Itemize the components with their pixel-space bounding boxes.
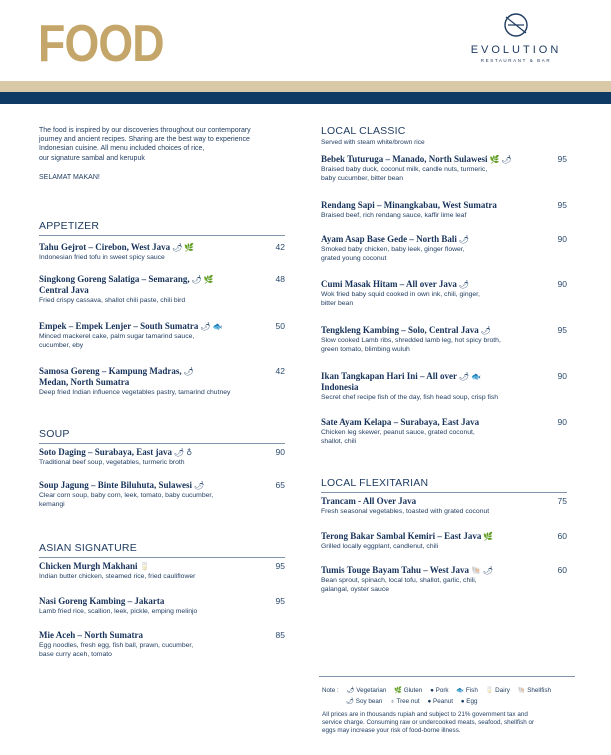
item-name: Ayam Asap Base Gede – North Bali 🌶 xyxy=(321,234,469,244)
navy-band xyxy=(0,92,611,104)
item-desc: Egg noodles, fresh egg, fish ball, prawn, cucumber, base curry aceh, tomato xyxy=(39,642,194,658)
item-name: Trancam - All Over Java xyxy=(321,496,417,506)
legend-soy-bean: 🌶 Soy bean xyxy=(346,698,383,705)
item-price: 65 xyxy=(275,480,285,490)
legend-shellfish: 🐚 Shellfish xyxy=(517,687,552,694)
legend-peanut: ● Peanut xyxy=(427,698,453,705)
item-price: 95 xyxy=(275,596,285,606)
item-name: Empek – Empek Lenjer – South Sumatra 🌶 🐟 xyxy=(39,321,223,331)
item-desc: Indian butter chicken, steamed rice, fried cauliflower xyxy=(39,573,196,580)
asian-section xyxy=(39,542,285,672)
item-desc: Fresh seasonal vegetables, toasted with grated coconut xyxy=(321,508,490,515)
intro-line: Indonesian cuisine. All menu included choices of rice, xyxy=(39,145,205,153)
legend-row xyxy=(322,685,578,696)
item-name: Mie Aceh – North Sumatra xyxy=(39,630,143,640)
menu-item xyxy=(39,366,285,397)
flexitarian-section xyxy=(321,477,567,607)
left-column xyxy=(39,126,285,182)
section-title: ASIAN SIGNATURE xyxy=(39,542,137,554)
dietary-icon: 🌶 🐟 xyxy=(459,372,482,381)
menu-item xyxy=(39,630,285,659)
section-subtitle: Served with steam white/brown rice xyxy=(321,139,425,146)
appetizer-section xyxy=(39,220,285,410)
item-price: 42 xyxy=(275,242,285,252)
item-desc: Minced mackerel cake, palm sugar tamarind sauce, cucumber, eby xyxy=(39,333,195,349)
logo-name: EVOLUTION xyxy=(470,44,562,56)
menu-item xyxy=(39,447,285,467)
dietary-icon: 🌶 xyxy=(458,235,469,244)
item-price: 90 xyxy=(557,371,567,381)
dietary-icon: 🥛 xyxy=(139,562,150,571)
section-rule xyxy=(321,492,567,493)
legend-tree-nut: ♁ Tree nut xyxy=(390,698,420,705)
item-price: 60 xyxy=(557,531,567,541)
item-name: Sate Ayam Kelapa – Surabaya, East Java xyxy=(321,417,480,427)
item-desc: Bean sprout, spinach, local tofu, shallot, garlic, chili, galangal, oyster sauce xyxy=(321,577,477,593)
dietary-icon: 🐚 🌶 xyxy=(471,566,494,575)
item-name: Chicken Murgh Makhani 🥛 xyxy=(39,561,150,571)
intro-greeting: SELAMAT MAKAN! xyxy=(39,173,100,181)
menu-item xyxy=(321,325,567,354)
item-name: Nasi Goreng Kambing – Jakarta xyxy=(39,596,165,606)
local-classic-section xyxy=(321,125,567,465)
section-title: LOCAL FLEXITARIAN xyxy=(321,477,429,489)
item-name: Bebek Tuturuga – Manado, North Sulawesi 🌿 🌶 xyxy=(321,154,512,164)
item-name: Cumi Masak Hitam – All over Java 🌶 xyxy=(321,279,469,289)
item-desc: Smoked baby chicken, baby leek, ginger flower, grated young coconut xyxy=(321,246,465,262)
dietary-icon: 🌶 ♁ xyxy=(174,448,193,457)
restaurant-logo xyxy=(460,12,572,63)
intro-line: The food is inspired by our discoveries throughout our contemporary xyxy=(39,127,251,134)
item-price: 75 xyxy=(557,496,567,506)
legend-gluten: 🌿 Gluten xyxy=(394,687,423,694)
page-title: FOOD xyxy=(38,15,164,73)
disclaimer-line: All prices are in thousands rupiah and subject to 21% government tax and xyxy=(322,711,528,718)
item-desc: Indonesian fried tofu in sweet spicy sauce xyxy=(39,254,165,261)
item-name: Soto Daging – Surabaya, East java 🌶 ♁ xyxy=(39,447,193,457)
legend-vegetarian: 🌶 Vegetarian xyxy=(346,687,387,694)
section-title: LOCAL CLASSIC xyxy=(321,125,406,137)
item-desc: Clear corn soup, baby corn, leek, tomato, baby cucumber, kemangi xyxy=(39,492,214,508)
disclaimer-line: eggs may increase your risk of food-borne illness. xyxy=(322,727,461,735)
item-name: Tumis Touge Bayam Tahu – West Java 🐚 🌶 xyxy=(321,565,494,575)
item-desc: Secret chef recipe fish of the day, fish head soup, crisp fish xyxy=(321,394,499,401)
menu-item xyxy=(321,154,567,183)
item-desc: Braised baby duck, coconut milk, candle nuts, turmeric, baby cucumber, bitter bean xyxy=(321,166,488,182)
disclaimer-line: service charge. Consuming raw or undercooked meats, seafood, shellfish or xyxy=(322,719,535,727)
section-rule xyxy=(39,557,285,558)
item-price: 42 xyxy=(275,366,285,376)
menu-item xyxy=(39,480,285,509)
item-name: Tengkleng Kambing – Solo, Central Java 🌶 xyxy=(321,325,491,335)
menu-item xyxy=(321,417,567,446)
dietary-icon: 🌶 🌿 xyxy=(172,243,195,252)
dietary-icon: 🌶 🐟 xyxy=(200,322,223,331)
dietary-icon: 🌶 xyxy=(458,280,469,289)
menu-item xyxy=(321,279,567,308)
intro-text xyxy=(39,126,285,182)
soup-section xyxy=(39,428,285,528)
item-price: 85 xyxy=(275,630,285,640)
item-name: Samosa Goreng – Kampung Madras, 🌶 Medan, North Sumatra xyxy=(39,366,194,387)
item-desc: Slow cooked Lamb ribs, shredded lamb leg, hot spicy broth, green tomato, blimbing wuluh xyxy=(321,337,501,353)
gold-band xyxy=(0,81,611,92)
item-name: Singkong Goreng Salatiga – Semarang, 🌶 🌿 Central Java xyxy=(39,274,214,295)
item-price: 90 xyxy=(557,417,567,427)
item-desc: Fried crispy cassava, shallot chili paste, chili bird xyxy=(39,297,186,304)
item-desc: Deep fried Indian influence vegetables pastry, tamarind chutney xyxy=(39,389,231,396)
menu-item xyxy=(39,242,285,262)
item-name: Soup Jagung – Binte Biluhuta, Sulawesi 🌶 xyxy=(39,480,205,490)
price-disclaimer xyxy=(322,711,582,736)
section-rule xyxy=(39,443,285,444)
menu-item xyxy=(321,531,567,551)
menu-item xyxy=(321,200,567,220)
note-rule xyxy=(319,676,575,677)
dietary-legend xyxy=(322,685,578,707)
dietary-icon: 🌶 xyxy=(183,367,194,376)
item-price: 50 xyxy=(275,321,285,331)
dietary-icon: 🌶 xyxy=(480,326,491,335)
item-desc: Grilled locally eggplant, candlenut, chili xyxy=(321,543,439,550)
menu-item xyxy=(321,234,567,263)
item-price: 95 xyxy=(557,154,567,164)
item-desc: Chicken leg skewer, peanut sauce, grated coconut, shallot, chili xyxy=(321,429,475,445)
item-name: Tahu Gejrot – Cirebon, West Java 🌶 🌿 xyxy=(39,242,195,252)
item-price: 90 xyxy=(275,447,285,457)
item-desc: Traditional beef soup, vegetables, turmeric broth xyxy=(39,459,185,466)
menu-item xyxy=(321,496,567,516)
dietary-icon: 🌶 🌿 xyxy=(191,275,214,284)
menu-item xyxy=(321,565,567,594)
item-desc: Lamb fried rice, scallion, leek, pickle, emping melinjo xyxy=(39,608,198,615)
item-price: 95 xyxy=(557,325,567,335)
section-title: APPETIZER xyxy=(39,220,100,232)
item-price: 95 xyxy=(557,200,567,210)
logo-subtitle: RESTAURANT & BAR xyxy=(480,58,552,63)
legend-row xyxy=(322,696,578,707)
section-title: SOUP xyxy=(39,428,70,440)
legend-fish: 🐟 Fish xyxy=(456,687,478,694)
legend-pork: ● Pork xyxy=(430,687,449,694)
item-name: Rendang Sapi – Minangkabau, West Sumatra xyxy=(321,200,497,210)
section-rule xyxy=(39,235,285,236)
evolution-logo-icon xyxy=(503,12,529,38)
item-price: 95 xyxy=(275,561,285,571)
item-desc: Wok fried baby squid cooked in own ink, chili, ginger, bitter bean xyxy=(321,291,480,307)
item-price: 60 xyxy=(557,565,567,575)
intro-line: our signature sambal and kerupuk xyxy=(39,154,145,162)
menu-item xyxy=(321,371,567,402)
menu-item xyxy=(39,561,285,581)
dietary-icon: 🌿 xyxy=(483,532,494,541)
menu-item xyxy=(39,274,285,305)
dietary-icon: 🌿 🌶 xyxy=(489,155,512,164)
item-name: Terong Bakar Sambal Kemiri – East Java 🌿 xyxy=(321,531,494,541)
note-label: Note : xyxy=(322,687,339,694)
item-price: 48 xyxy=(275,274,285,284)
menu-item xyxy=(39,321,285,350)
legend-egg: ● Egg xyxy=(460,698,478,705)
item-price: 90 xyxy=(557,279,567,289)
legend-dairy: 🥛 Dairy xyxy=(485,687,510,694)
dietary-icon: 🌶 xyxy=(194,481,205,490)
item-name: Ikan Tangkapan Hari Ini – All over 🌶 🐟 Indonesia xyxy=(321,371,482,392)
intro-line: journey and ancient recipes. Sharing are the best way to experience xyxy=(39,136,250,144)
menu-item xyxy=(39,596,285,616)
item-desc: Braised beef, rich rendang sauce, kaffir lime leaf xyxy=(321,212,467,219)
item-price: 90 xyxy=(557,234,567,244)
